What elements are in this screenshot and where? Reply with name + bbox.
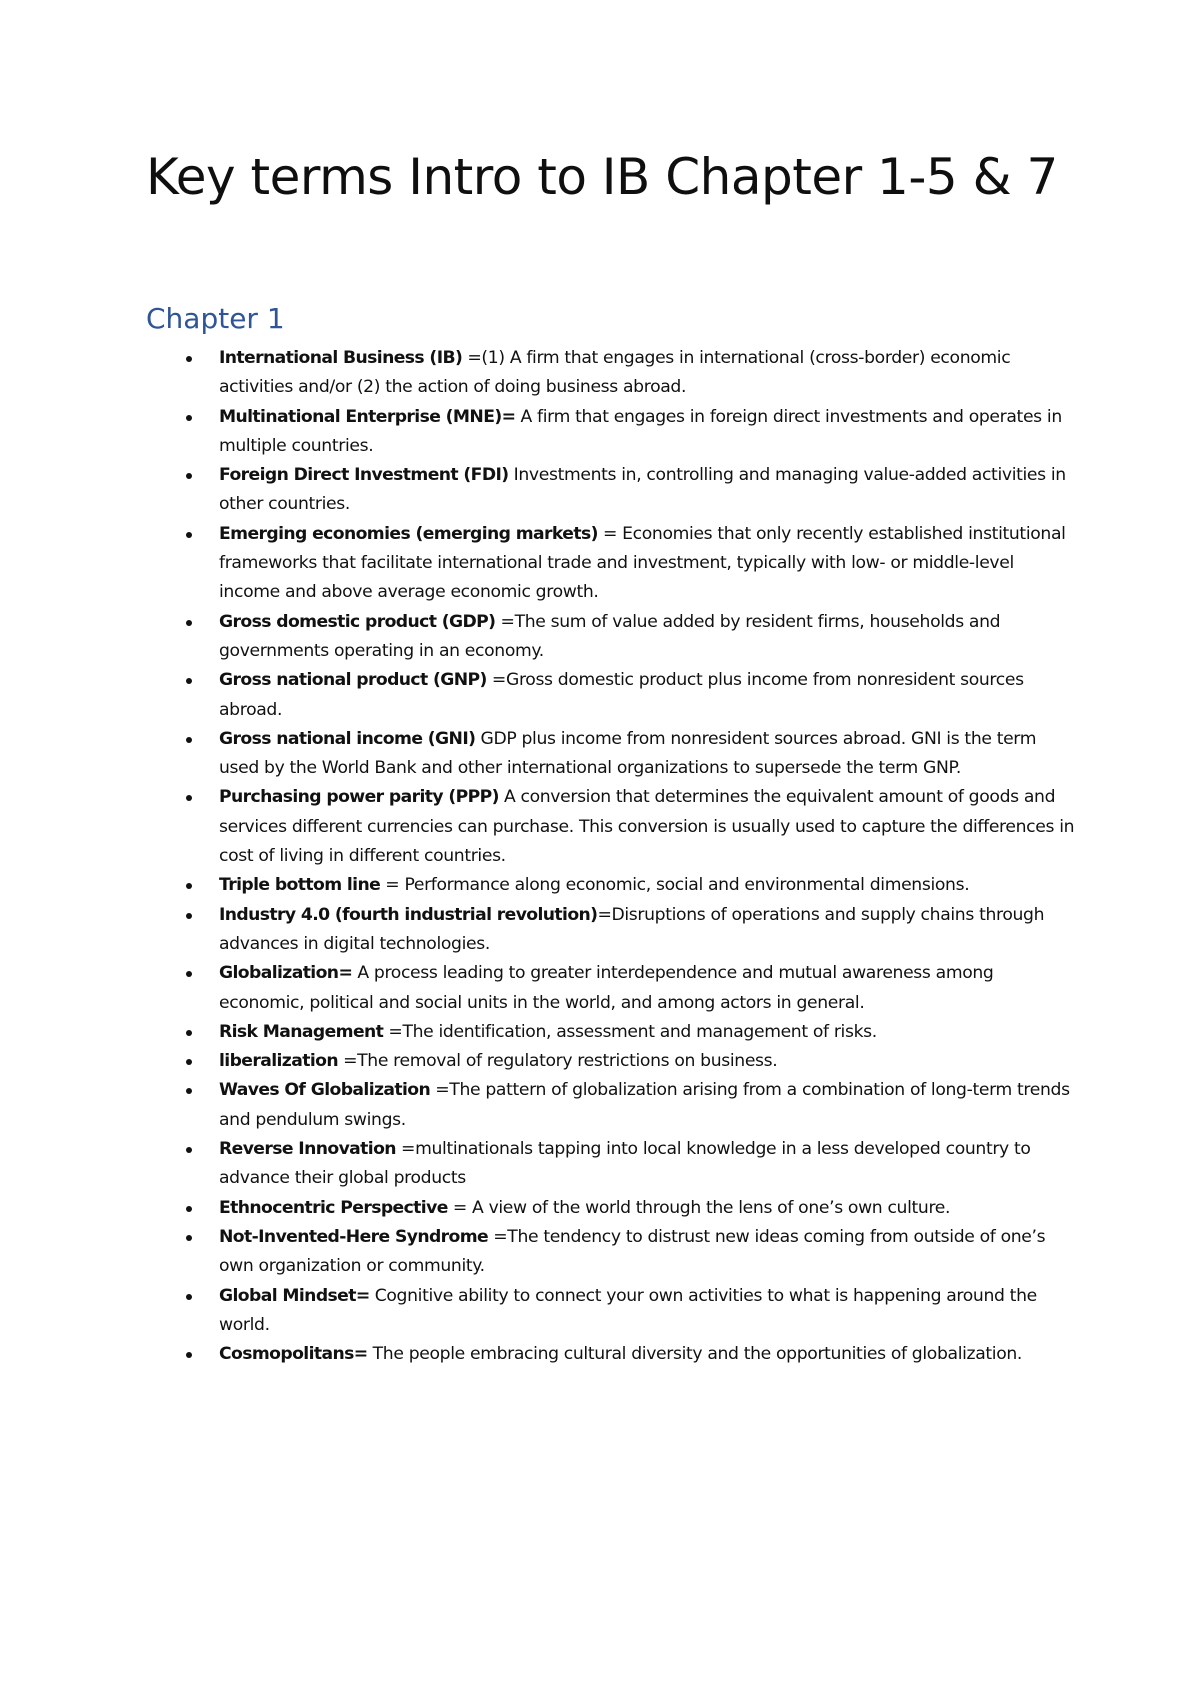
chapter-heading: Chapter 1 — [146, 302, 285, 335]
term-label: Gross national product (GNP) — [219, 670, 487, 691]
term-definition: =multinationals tapping into local knowledge in a less developed country to advance their global products — [219, 1139, 1031, 1189]
list-item — [146, 1282, 1076, 1341]
bullet-icon — [186, 1088, 192, 1094]
list-item — [146, 959, 1076, 1018]
term-label: Purchasing power parity (PPP) — [219, 787, 499, 808]
term-definition: = A view of the world through the lens of one’s own culture. — [447, 1197, 951, 1218]
bullet-icon — [186, 883, 192, 889]
term-definition: Investments in, controlling and managing value-added activities in other countries. — [219, 465, 1066, 515]
list-item — [146, 1018, 1076, 1047]
list-item — [146, 901, 1076, 960]
term-definition: A process leading to greater interdependence and mutual awareness among economic, political and social units in the world, and among actors in general. — [219, 963, 994, 1013]
term-definition: = Economies that only recently established institutional frameworks that facilitate international trade and investment, typically with low- or middle-level income and above average economic growth. — [219, 523, 1066, 603]
term-definition: =(1) A firm that engages in international (cross-border) economic activities and/or (2) the action of doing business abroad. — [219, 348, 1011, 398]
term-definition: =Gross domestic product plus income from nonresident sources abroad. — [219, 670, 1024, 720]
term-label: Foreign Direct Investment (FDI) — [219, 465, 509, 486]
term-label: Global Mindset= — [219, 1285, 370, 1306]
term-definition: Cognitive ability to connect your own activities to what is happening around the world. — [219, 1285, 1037, 1335]
list-item — [146, 1223, 1076, 1282]
list-item — [146, 403, 1076, 462]
term-label: Triple bottom line — [219, 875, 381, 896]
bullet-icon — [186, 1235, 192, 1241]
document-title: Key terms Intro to IB Chapter 1-5 & 7 — [146, 148, 1058, 206]
term-label: liberalization — [219, 1051, 338, 1072]
bullet-icon — [186, 737, 192, 743]
term-label: Risk Management — [219, 1021, 384, 1042]
term-definition: =The tendency to distrust new ideas coming from outside of one’s own organization or community. — [219, 1226, 1046, 1277]
term-label: International Business (IB) — [219, 348, 463, 368]
bullet-icon — [186, 971, 192, 977]
list-item — [146, 520, 1076, 608]
term-definition: =The identification, assessment and management of risks. — [383, 1021, 877, 1042]
list-item — [146, 666, 1076, 725]
bullet-icon — [186, 678, 192, 684]
key-terms-list — [146, 344, 1076, 1369]
bullet-icon — [186, 1294, 192, 1300]
list-item — [146, 1047, 1076, 1076]
list-item — [146, 608, 1076, 667]
list-item — [146, 783, 1076, 871]
bullet-icon — [186, 620, 192, 626]
term-label: Cosmopolitans= — [219, 1344, 368, 1365]
term-definition: =The sum of value added by resident firms, households and governments operating in an economy. — [219, 611, 1001, 661]
term-definition: A firm that engages in foreign direct investments and operates in multiple countries. — [219, 406, 1062, 456]
term-definition: A conversion that determines the equivalent amount of goods and services different currencies can purchase. This conversion is usually used to capture the differences in cost of living in different countries. — [219, 787, 1075, 867]
bullet-icon — [186, 473, 192, 479]
list-item — [146, 1135, 1076, 1194]
bullet-icon — [186, 1059, 192, 1065]
list-item — [146, 871, 1076, 900]
bullet-icon — [186, 356, 192, 362]
bullet-icon — [186, 532, 192, 538]
term-label: Reverse Innovation — [219, 1139, 396, 1160]
term-label: Globalization= — [219, 963, 353, 984]
term-definition: = Performance along economic, social and environmental dimensions. — [380, 875, 970, 896]
term-definition: =The removal of regulatory restrictions on business. — [337, 1051, 778, 1072]
bullet-icon — [186, 1206, 192, 1212]
term-definition: The people embracing cultural diversity and the opportunities of globalization. — [367, 1344, 1023, 1365]
term-label: Gross national income (GNI) — [219, 728, 476, 749]
list-item — [146, 1076, 1076, 1135]
bullet-icon — [186, 415, 192, 421]
list-item — [146, 461, 1076, 520]
list-item — [146, 725, 1076, 784]
term-label: Ethnocentric Perspective — [219, 1197, 448, 1218]
term-label: Gross domestic product (GDP) — [219, 611, 496, 632]
term-label: Emerging economies (emerging markets) — [219, 523, 598, 544]
list-item — [146, 1340, 1076, 1369]
list-item — [146, 1194, 1076, 1223]
term-label: Industry 4.0 (fourth industrial revolution) — [219, 904, 598, 925]
list-item — [146, 344, 1076, 403]
bullet-icon — [186, 1147, 192, 1153]
term-definition: GDP plus income from nonresident sources abroad. GNI is the term used by the World Bank and other international organizations to supersede the term GNP. — [219, 728, 1037, 779]
term-label: Multinational Enterprise (MNE)= — [219, 406, 516, 427]
bullet-icon — [186, 1030, 192, 1036]
term-definition: =Disruptions of operations and supply chains through advances in digital technologies. — [219, 904, 1045, 954]
bullet-icon — [186, 913, 192, 919]
bullet-icon — [186, 1352, 192, 1358]
term-label: Waves Of Globalization — [219, 1080, 431, 1101]
bullet-icon — [186, 795, 192, 801]
term-label: Not-Invented-Here Syndrome — [219, 1226, 489, 1247]
term-definition: =The pattern of globalization arising from a combination of long-term trends and pendulum swings. — [219, 1080, 1070, 1130]
